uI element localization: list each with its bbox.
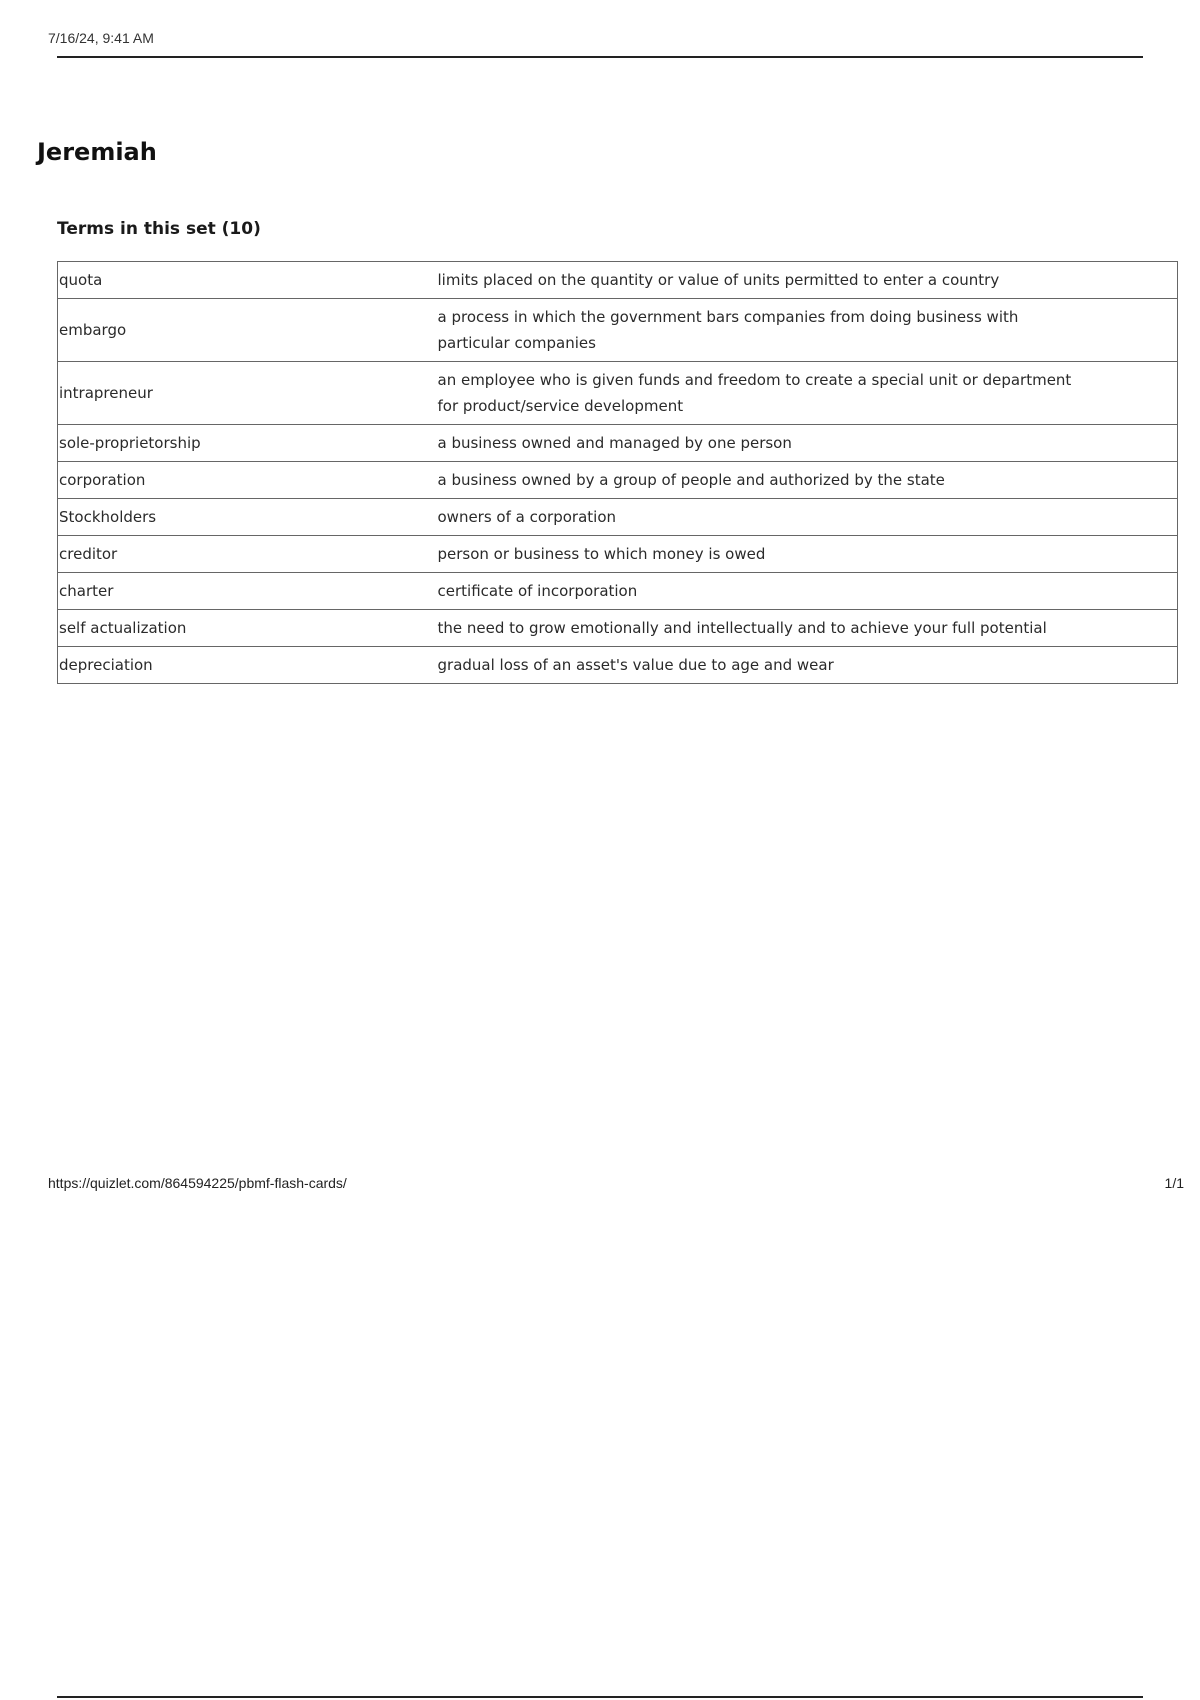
term-cell: self actualization	[58, 610, 438, 647]
term-cell: intrapreneur	[58, 362, 438, 425]
definition-cell: gradual loss of an asset's value due to age and wear	[438, 647, 1178, 684]
term-cell: charter	[58, 573, 438, 610]
table-row	[58, 425, 1178, 462]
term-cell: quota	[58, 262, 438, 299]
definition-cell: limits placed on the quantity or value of units permitted to enter a country	[438, 262, 1178, 299]
table-row	[58, 462, 1178, 499]
definition-cell: an employee who is given funds and freedom to create a special unit or department for product/service development	[438, 362, 1178, 425]
table-row	[58, 536, 1178, 573]
term-cell: corporation	[58, 462, 438, 499]
definition-cell: certificate of incorporation	[438, 573, 1178, 610]
terms-table	[57, 261, 1178, 684]
set-title: Jeremiah	[37, 138, 157, 166]
term-cell: sole-proprietorship	[58, 425, 438, 462]
table-row	[58, 362, 1178, 425]
definition-cell: the need to grow emotionally and intellectually and to achieve your full potential	[438, 610, 1178, 647]
definition-cell: person or business to which money is owed	[438, 536, 1178, 573]
footer-divider	[57, 1696, 1143, 1698]
print-footer-url: https://quizlet.com/864594225/pbmf-flash-cards/	[48, 1175, 347, 1191]
term-cell: creditor	[58, 536, 438, 573]
term-cell: depreciation	[58, 647, 438, 684]
table-row	[58, 610, 1178, 647]
definition-cell: a process in which the government bars companies from doing business with particular companies	[438, 299, 1178, 362]
term-cell: Stockholders	[58, 499, 438, 536]
table-row	[58, 262, 1178, 299]
terms-heading: Terms in this set (10)	[57, 219, 261, 239]
print-footer-page-number: 1/1	[1164, 1175, 1184, 1191]
table-row	[58, 573, 1178, 610]
print-header-timestamp: 7/16/24, 9:41 AM	[48, 30, 154, 46]
table-row	[58, 499, 1178, 536]
term-cell: embargo	[58, 299, 438, 362]
header-divider	[57, 56, 1143, 58]
table-row	[58, 647, 1178, 684]
definition-cell: owners of a corporation	[438, 499, 1178, 536]
table-row	[58, 299, 1178, 362]
definition-cell: a business owned by a group of people and authorized by the state	[438, 462, 1178, 499]
definition-cell: a business owned and managed by one person	[438, 425, 1178, 462]
